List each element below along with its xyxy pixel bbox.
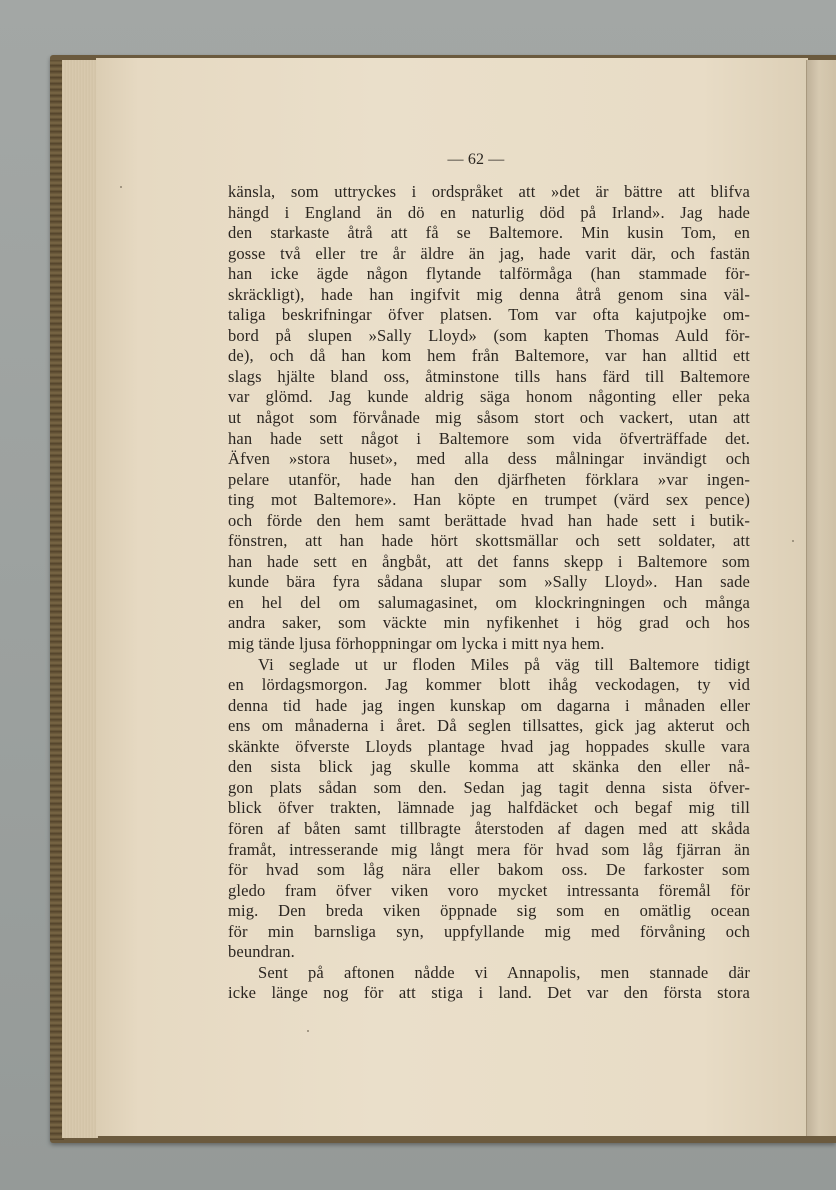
text-line: gosse två eller tre år äldre än jag, hade varit där, och fastän (228, 243, 750, 263)
paper-speck (307, 1030, 309, 1032)
text-line: han hade sett något i Baltemore som vida öfverträffade det. (228, 428, 750, 448)
text-line: ting mot Baltemore». Han köpte en trumpet (värd sex pence) (228, 490, 750, 510)
text-line: gledo fram öfver viken voro mycket intressanta föremål för (228, 880, 750, 900)
text-line: ens om månaderna i året. Då seglen tillsattes, gick jag akterut och (228, 716, 750, 736)
text-line: andra saker, som väckte min nyfikenhet i hög grad och hos (228, 613, 750, 633)
text-line: framåt, intresserande mig långt mera för hvad som låg fjärran än (228, 839, 750, 859)
page-number: — 62 — (447, 151, 505, 168)
text-lines (228, 182, 750, 1004)
text-line: denna tid hade jag ingen kunskap om dagarna i månaden eller (228, 695, 750, 715)
text-line: mig tände ljusa förhoppningar om lycka i mitt nya hem. (228, 634, 605, 654)
text-line: en hel del om salumagasinet, om klockringningen och många (228, 592, 750, 612)
text-line: mig. Den breda viken öppnade sig som en omätlig ocean (228, 901, 750, 921)
text-line: skräckligt), hade han ingifvit mig denna åtrå genom sina väl- (228, 284, 750, 304)
text-line: han icke ägde någon flytande talförmåga (han stammade för- (228, 264, 750, 284)
text-line: gon plats sådan som den. Sedan jag tagit denna sista öfver- (228, 777, 750, 797)
paper-speck (120, 186, 122, 188)
text-line: Äfven »stora huset», med alla dess målningar invändigt och (228, 449, 750, 469)
text-line: den sista blick jag skulle komma att skänka den eller nå- (228, 757, 750, 777)
text-line: och förde den hem samt berättade hvad han hade sett i butik- (228, 510, 750, 530)
text-line: fören af båten samt tillbragte återstoden af dagen med att skåda (228, 818, 750, 838)
text-line: pelare utanför, hade han den djärfheten förklara »var ingen- (228, 469, 750, 489)
text-line: hängd i England än dö en naturlig död på Irland». Jag hade (228, 202, 750, 222)
text-line: för hvad som låg nära eller bakom oss. De farkoster som (228, 860, 750, 880)
text-line: taliga beskrifningar öfver platsen. Tom var ofta kajutpojke om- (228, 305, 750, 325)
text-line: ut något som förvånade mig såsom stort och vackert, utan att (228, 408, 750, 428)
text-line: beundran. (228, 942, 295, 962)
text-line: den starkaste åtrå att få se Baltemore. Min kusin Tom, en (228, 223, 750, 243)
text-line: Sent på aftonen nådde vi Annapolis, men stannade där (258, 962, 750, 982)
text-line: för min barnsliga syn, uppfyllande mig med förvåning och (228, 921, 750, 941)
text-line: han hade sett en ångbåt, att det fanns skepp i Baltemore som (228, 551, 750, 571)
page-text-block (228, 146, 750, 1004)
text-line: känsla, som uttryckes i ordspråket att »det är bättre att blifva (228, 182, 750, 201)
text-line: icke länge nog för att stiga i land. Det var den första stora (228, 983, 750, 1003)
text-line: Vi seglade ut ur floden Miles på väg till Baltemore tidigt (258, 654, 750, 674)
text-line: blick öfver trakten, lämnade jag halfdäcket och begaf mig till (228, 798, 750, 818)
paper-speck (792, 540, 794, 542)
page-stack-edge (62, 60, 98, 1138)
text-line: bord på slupen »Sally Lloyd» (som kapten Thomas Auld för- (228, 325, 750, 345)
text-line: slags hjälte bland oss, åtminstone tills hans färd till Baltemore (228, 366, 750, 386)
text-line: de), och då han kom hem från Baltemore, var han alltid ett (228, 346, 750, 366)
text-line: en lördagsmorgon. Jag kommer blott ihåg veckodagen, ty vid (228, 675, 750, 695)
text-line: var glömd. Jag kunde aldrig säga honom någonting eller peka (228, 387, 750, 407)
text-line: kunde bära fyra sådana slupar som »Sally Lloyd». Han sade (228, 572, 750, 592)
text-line: skänkte öfverste Lloyds plantage hvad jag hoppades skulle vara (228, 736, 750, 756)
text-line: fönstren, att han hade hört skottsmällar och sett soldater, att (228, 531, 750, 551)
facing-page-edge (806, 60, 836, 1136)
